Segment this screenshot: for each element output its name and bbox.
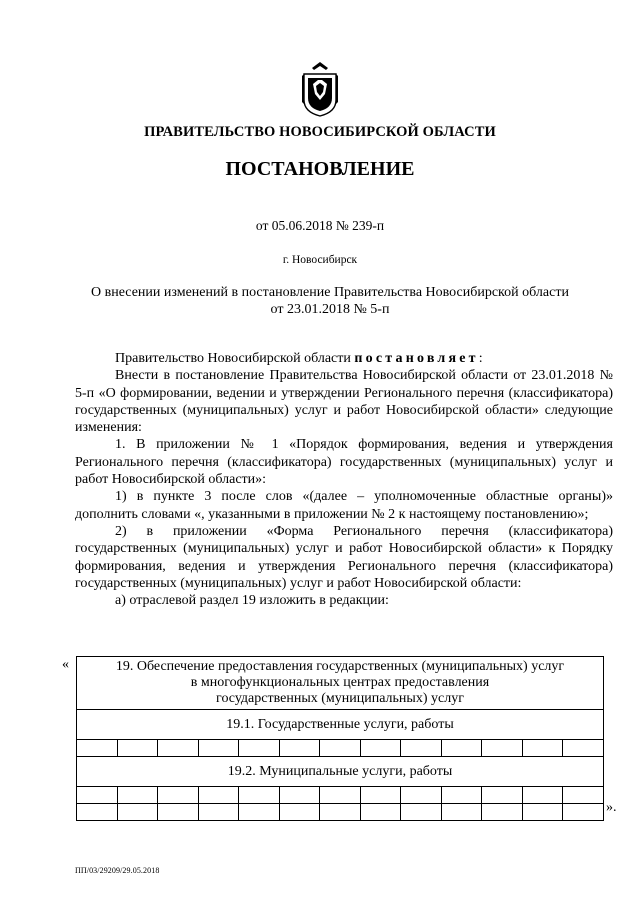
section-19-table <box>76 656 604 821</box>
document-body <box>75 350 613 609</box>
document-subject <box>70 284 590 318</box>
table-cell <box>360 740 401 757</box>
table-cell <box>239 804 280 821</box>
preamble-decree-word: постановляет <box>354 351 479 366</box>
table-cell <box>320 787 361 804</box>
coat-of-arms-emblem <box>300 60 340 118</box>
table-cell <box>77 740 118 757</box>
section-title-line-2: в многофункциональных центрах предоставления <box>190 675 490 690</box>
government-name: ПРАВИТЕЛЬСТВО НОВОСИБИРСКОЙ ОБЛАСТИ <box>144 124 496 140</box>
table-row <box>77 740 604 757</box>
table-cell <box>360 804 401 821</box>
section-19-title-cell <box>77 657 604 710</box>
document-date-number: от 05.06.2018 № 239-п <box>255 218 385 233</box>
paragraph-subitem-2: 2) в приложении «Форма Регионального перечня (классификатора) государственных (муниципальных) услуг и работ Новосибирской области» к Порядку формирования, ведения и утверждения Регионального перечня (классификатора) государственных (муниципальных) услуг и работ Новосибирской области: <box>75 523 613 591</box>
subsection-19-2-cell: 19.2. Муниципальные услуги, работы <box>77 757 604 787</box>
table-row <box>77 804 604 821</box>
table-cell <box>401 804 442 821</box>
table-cell <box>279 804 320 821</box>
table-cell <box>482 787 523 804</box>
table-cell <box>441 804 482 821</box>
table-cell <box>522 804 563 821</box>
table-cell <box>239 787 280 804</box>
table-cell <box>117 787 158 804</box>
table-cell <box>117 804 158 821</box>
table-cell <box>198 804 239 821</box>
table-cell <box>77 804 118 821</box>
table-cell <box>441 787 482 804</box>
table-cell <box>198 787 239 804</box>
section-title-line-1: 19. Обеспечение предоставления государственных (муниципальных) услуг <box>115 659 565 674</box>
table-cell <box>482 804 523 821</box>
table-cell <box>441 740 482 757</box>
table-cell <box>239 740 280 757</box>
table-cell <box>360 787 401 804</box>
table-cell <box>401 787 442 804</box>
document-code: ПП/03/29209/29.05.2018 <box>75 866 160 875</box>
table-row <box>77 787 604 804</box>
paragraph-item-1: 1. В приложении № 1 «Порядок формирования, ведения и утверждения Регионального перечня (классификатора) государственных (муниципальных) услуг и работ Новосибирской области»: <box>75 437 613 488</box>
document-city: г. Новосибирск <box>282 254 358 266</box>
table-cell <box>401 740 442 757</box>
table-cell <box>563 740 604 757</box>
table-close-quote: ». <box>606 800 617 815</box>
section-title-line-3: государственных (муниципальных) услуг <box>216 691 464 706</box>
table-cell <box>158 740 199 757</box>
preamble-prefix: Правительство Новосибирской области <box>115 351 355 366</box>
table-cell <box>198 740 239 757</box>
subject-line-2: от 23.01.2018 № 5-п <box>270 302 390 317</box>
paragraph-introduce-changes: Внести в постановление Правительства Новосибирской области от 23.01.2018 № 5-п «О формировании, ведении и утверждении Регионального перечня (классификатора) государственных (муниципальных) услуг и работ Новосибирской области» следующие изменения: <box>75 368 613 436</box>
table-cell <box>522 787 563 804</box>
subject-line-1: О внесении изменений в постановление Правительства Новосибирской области <box>91 285 569 300</box>
table-cell <box>279 787 320 804</box>
subsection-19-1-cell: 19.1. Государственные услуги, работы <box>77 710 604 740</box>
paragraph-subitem-1: 1) в пункте 3 после слов «(далее – уполномоченные областные органы)» дополнить словами «, указанными в приложении № 2 к настоящему постановлению»; <box>75 489 613 522</box>
paragraph-subitem-a: а) отраслевой раздел 19 изложить в редакции: <box>115 593 389 609</box>
table-open-quote: « <box>62 657 69 672</box>
preamble-suffix: : <box>478 351 483 366</box>
document-type-title: ПОСТАНОВЛЕНИЕ <box>225 158 415 180</box>
table-cell <box>563 804 604 821</box>
table-cell <box>158 787 199 804</box>
table-cell <box>522 740 563 757</box>
table-cell <box>77 787 118 804</box>
table-cell <box>482 740 523 757</box>
table-cell <box>320 804 361 821</box>
table-cell <box>320 740 361 757</box>
table-cell <box>279 740 320 757</box>
table-cell <box>158 804 199 821</box>
paragraph-preamble <box>75 350 613 367</box>
table-cell <box>117 740 158 757</box>
table-cell <box>563 787 604 804</box>
